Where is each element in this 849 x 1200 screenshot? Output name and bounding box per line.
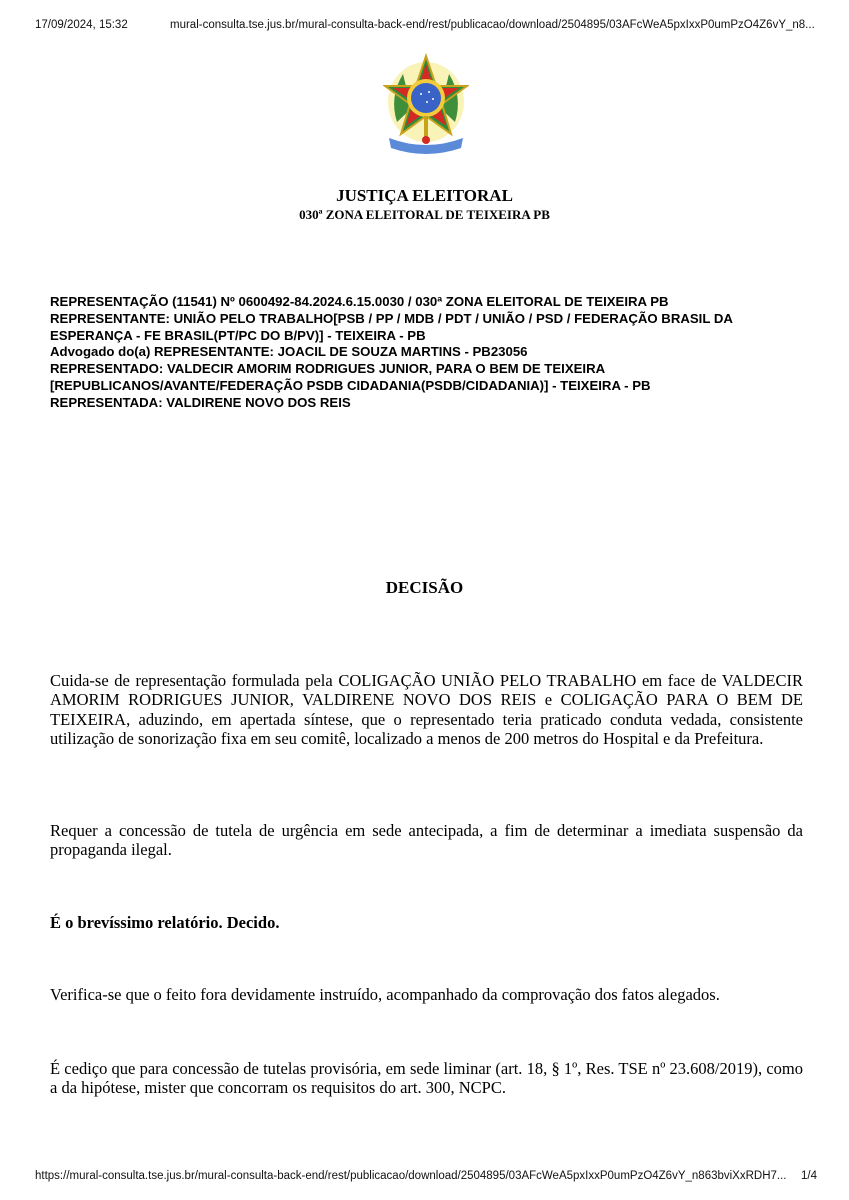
- print-footer-url: https://mural-consulta.tse.jus.br/mural-consulta-back-end/rest/publicacao/download/2504895/03AFcWeA5pxIxxP0umPzO4Z6vY_n863bviXxRDH7...: [35, 1170, 787, 1182]
- print-datetime: 17/09/2024, 15:32: [35, 19, 128, 31]
- decision-paragraph: É cediço que para concessão de tutelas provisória, em sede liminar (art. 18, § 1º, Res. TSE nº 23.608/2019), como a da hipótese, mister que concorram os requisitos do art. 300, NCPC.: [50, 1058, 803, 1097]
- case-header-line: REPRESENTADO: VALDECIR AMORIM RODRIGUES JUNIOR, PARA O BEM DE TEIXEIRA: [50, 361, 606, 377]
- case-header-line: Advogado do(a) REPRESENTANTE: JOACIL DE SOUZA MARTINS - PB23056: [50, 344, 528, 360]
- print-header-url: mural-consulta.tse.jus.br/mural-consulta-back-end/rest/publicacao/download/2504895/03AFcWeA5pxIxxP0umPzO4Z6vY_n8...: [170, 19, 815, 31]
- page-number: 1/4: [801, 1170, 817, 1182]
- decision-paragraph: Verifica-se que o feito fora devidamente instruído, acompanhado da comprovação dos fatos alegados.: [50, 984, 720, 1004]
- print-header: [0, 19, 849, 35]
- print-footer: [0, 1170, 849, 1186]
- case-header-line: REPRESENTANTE: UNIÃO PELO TRABALHO[PSB / PP / MDB / PDT / UNIÃO / PSD / FEDERAÇÃO BRASIL DA: [50, 310, 733, 326]
- case-header-line: REPRESENTADA: VALDIRENE NOVO DOS REIS: [50, 394, 351, 410]
- decision-title: DECISÃO: [385, 578, 464, 597]
- case-header-line: ESPERANÇA - FE BRASIL(PT/PC DO B/PV)] - TEIXEIRA - PB: [50, 327, 426, 343]
- organization-title: JUSTIÇA ELEITORAL: [336, 186, 513, 205]
- decision-paragraph: Requer a concessão de tutela de urgência em sede antecipada, a fim de determinar a imediata suspensão da propaganda ilegal.: [50, 820, 803, 859]
- case-header-line: REPRESENTAÇÃO (11541) Nº 0600492-84.2024.6.15.0030 / 030ª ZONA ELEITORAL DE TEIXEIRA PB: [50, 294, 669, 309]
- brazil-coat-of-arms-icon: [383, 52, 469, 164]
- organization-heading: [0, 186, 849, 224]
- organization-subtitle: 030ª ZONA ELEITORAL DE TEIXEIRA PB: [299, 207, 550, 222]
- case-header-line: [REPUBLICANOS/AVANTE/FEDERAÇÃO PSDB CIDADANIA(PSDB/CIDADANIA)] - TEIXEIRA - PB: [50, 377, 651, 393]
- case-header: [50, 294, 810, 412]
- decision-paragraph: Cuida-se de representação formulada pela COLIGAÇÃO UNIÃO PELO TRABALHO em face de VALDECIR AMORIM RODRIGUES JUNIOR, VALDIRENE NOVO DOS REIS e COLIGAÇÃO PARA O BEM DE TEIXEIRA, aduzindo, em apertada síntese, que o representado teria praticado conduta vedada, consistente utilização de sonorização fixa em seu comitê, localizado a menos de 200 metros do Hospital e da Prefeitura.: [50, 670, 803, 748]
- decision-paragraph: É o brevíssimo relatório. Decido.: [50, 912, 280, 932]
